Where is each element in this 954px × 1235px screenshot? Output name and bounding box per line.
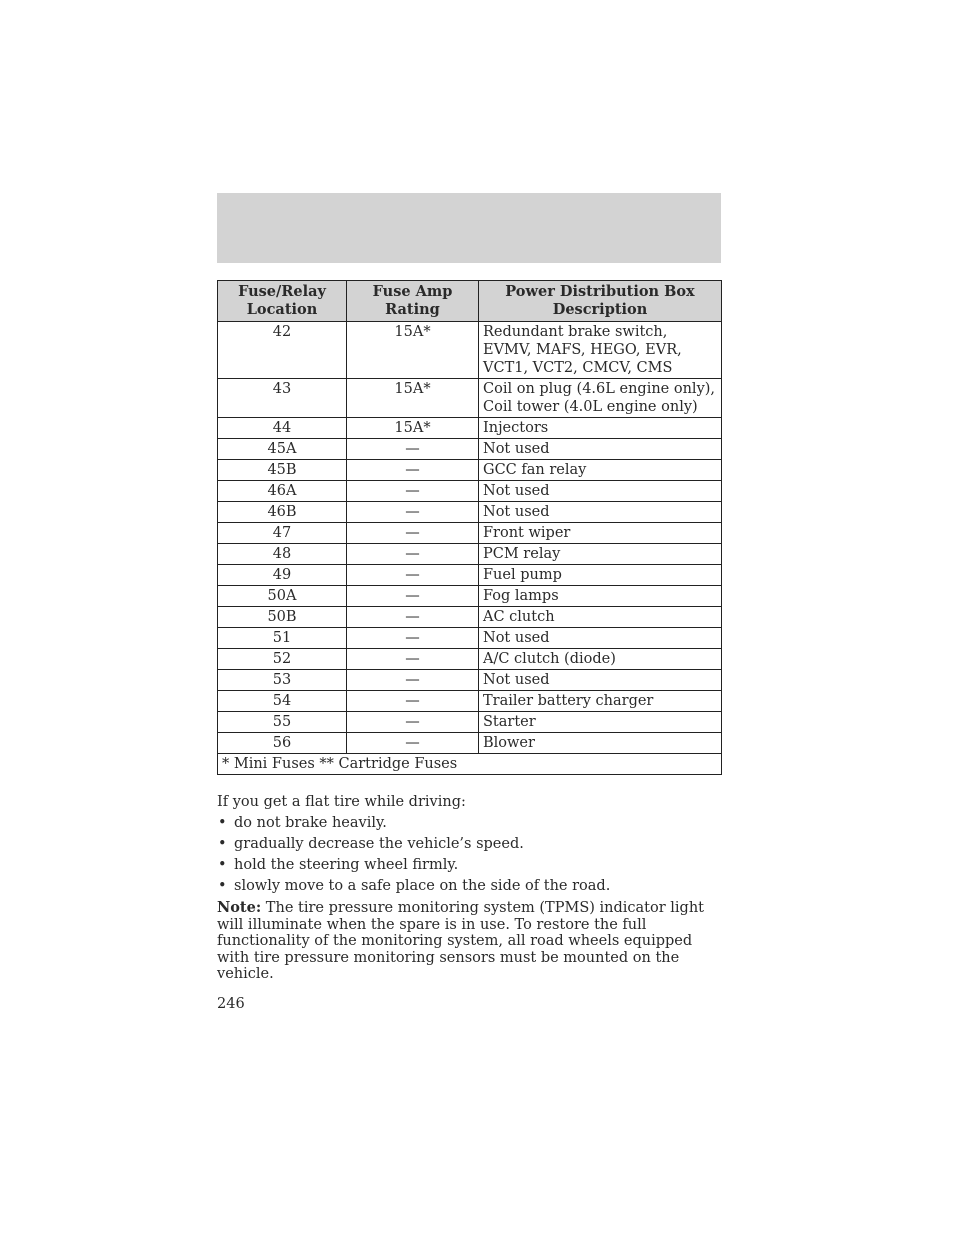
cell-location: 54: [218, 691, 347, 712]
cell-amp-rating: 15A*: [347, 379, 479, 418]
column-header-location: Fuse/Relay Location: [218, 281, 347, 322]
fuse-table-body: [218, 322, 722, 754]
table-row: [218, 523, 722, 544]
cell-amp-rating: —: [347, 481, 479, 502]
table-row: [218, 649, 722, 670]
cell-location: 53: [218, 670, 347, 691]
cell-description: Not used: [479, 481, 722, 502]
note-label: Note:: [217, 899, 262, 916]
cell-description: Redundant brake switch, EVMV, MAFS, HEGO, EVR, VCT1, VCT2, CMCV, CMS: [479, 322, 722, 379]
cell-amp-rating: —: [347, 691, 479, 712]
cell-amp-rating: —: [347, 565, 479, 586]
cell-amp-rating: —: [347, 586, 479, 607]
table-footnote: * Mini Fuses ** Cartridge Fuses: [218, 754, 722, 775]
cell-location: 45B: [218, 460, 347, 481]
cell-description: Fog lamps: [479, 586, 722, 607]
cell-amp-rating: 15A*: [347, 322, 479, 379]
cell-description: Starter: [479, 712, 722, 733]
list-item-text: hold the steering wheel firmly.: [234, 856, 459, 873]
note-body: The tire pressure monitoring system (TPMS) indicator light will illuminate when the spare is in use. To restore the full functionality of the monitoring system, all road wheels equipped with tire pressure monitoring sensors must be mounted on the vehicle.: [217, 900, 704, 982]
list-item: [217, 857, 721, 874]
cell-description: Not used: [479, 628, 722, 649]
cell-description: Not used: [479, 502, 722, 523]
cell-location: 46A: [218, 481, 347, 502]
fuse-table: [217, 280, 722, 775]
table-row: [218, 379, 722, 418]
cell-description: Coil on plug (4.6L engine only), Coil tower (4.0L engine only): [479, 379, 722, 418]
table-row: [218, 418, 722, 439]
cell-description: Front wiper: [479, 523, 722, 544]
table-row: [218, 607, 722, 628]
cell-location: 50B: [218, 607, 347, 628]
cell-location: 50A: [218, 586, 347, 607]
table-row: [218, 712, 722, 733]
cell-location: 56: [218, 733, 347, 754]
table-footnote-row: [218, 754, 722, 775]
cell-amp-rating: —: [347, 607, 479, 628]
cell-amp-rating: 15A*: [347, 418, 479, 439]
cell-location: 43: [218, 379, 347, 418]
table-row: [218, 670, 722, 691]
list-item: [217, 836, 721, 853]
table-row: [218, 544, 722, 565]
table-row: [218, 586, 722, 607]
table-row: [218, 481, 722, 502]
note-paragraph: [217, 900, 721, 983]
list-item-text: slowly move to a safe place on the side of the road.: [234, 877, 611, 894]
page-number: 246: [217, 995, 245, 1012]
cell-description: Fuel pump: [479, 565, 722, 586]
table-row: [218, 460, 722, 481]
cell-location: 45A: [218, 439, 347, 460]
cell-description: GCC fan relay: [479, 460, 722, 481]
cell-location: 46B: [218, 502, 347, 523]
cell-amp-rating: —: [347, 523, 479, 544]
cell-location: 52: [218, 649, 347, 670]
cell-description: A/C clutch (diode): [479, 649, 722, 670]
cell-amp-rating: —: [347, 544, 479, 565]
list-item: [217, 815, 721, 832]
cell-description: Trailer battery charger: [479, 691, 722, 712]
intro-text: If you get a flat tire while driving:: [217, 794, 466, 810]
column-header-description: Power Distribution Box Description: [479, 281, 722, 322]
cell-amp-rating: —: [347, 502, 479, 523]
cell-description: Not used: [479, 439, 722, 460]
cell-description: PCM relay: [479, 544, 722, 565]
flat-tire-section: [217, 794, 721, 1012]
cell-location: 47: [218, 523, 347, 544]
table-row: [218, 502, 722, 523]
cell-amp-rating: —: [347, 670, 479, 691]
cell-amp-rating: —: [347, 439, 479, 460]
cell-description: Injectors: [479, 418, 722, 439]
cell-description: AC clutch: [479, 607, 722, 628]
section-header-band: [217, 193, 721, 263]
cell-location: 49: [218, 565, 347, 586]
cell-amp-rating: —: [347, 712, 479, 733]
cell-amp-rating: —: [347, 460, 479, 481]
list-item-text: gradually decrease the vehicle’s speed.: [234, 835, 524, 852]
cell-amp-rating: —: [347, 733, 479, 754]
table-row: [218, 628, 722, 649]
bullet-icon: •: [218, 835, 227, 852]
bullet-list: [217, 815, 721, 895]
list-item: [217, 878, 721, 895]
table-row: [218, 439, 722, 460]
cell-description: Not used: [479, 670, 722, 691]
table-row: [218, 733, 722, 754]
cell-location: 44: [218, 418, 347, 439]
bullet-icon: •: [218, 814, 227, 831]
cell-amp-rating: —: [347, 649, 479, 670]
bullet-icon: •: [218, 877, 227, 894]
table-row: [218, 691, 722, 712]
table-row: [218, 565, 722, 586]
cell-amp-rating: —: [347, 628, 479, 649]
bullet-icon: •: [218, 856, 227, 873]
cell-location: 55: [218, 712, 347, 733]
cell-location: 42: [218, 322, 347, 379]
cell-description: Blower: [479, 733, 722, 754]
column-header-amp-rating: Fuse Amp Rating: [347, 281, 479, 322]
cell-location: 51: [218, 628, 347, 649]
cell-location: 48: [218, 544, 347, 565]
table-header-row: [218, 281, 722, 322]
list-item-text: do not brake heavily.: [234, 814, 387, 831]
table-row: [218, 322, 722, 379]
